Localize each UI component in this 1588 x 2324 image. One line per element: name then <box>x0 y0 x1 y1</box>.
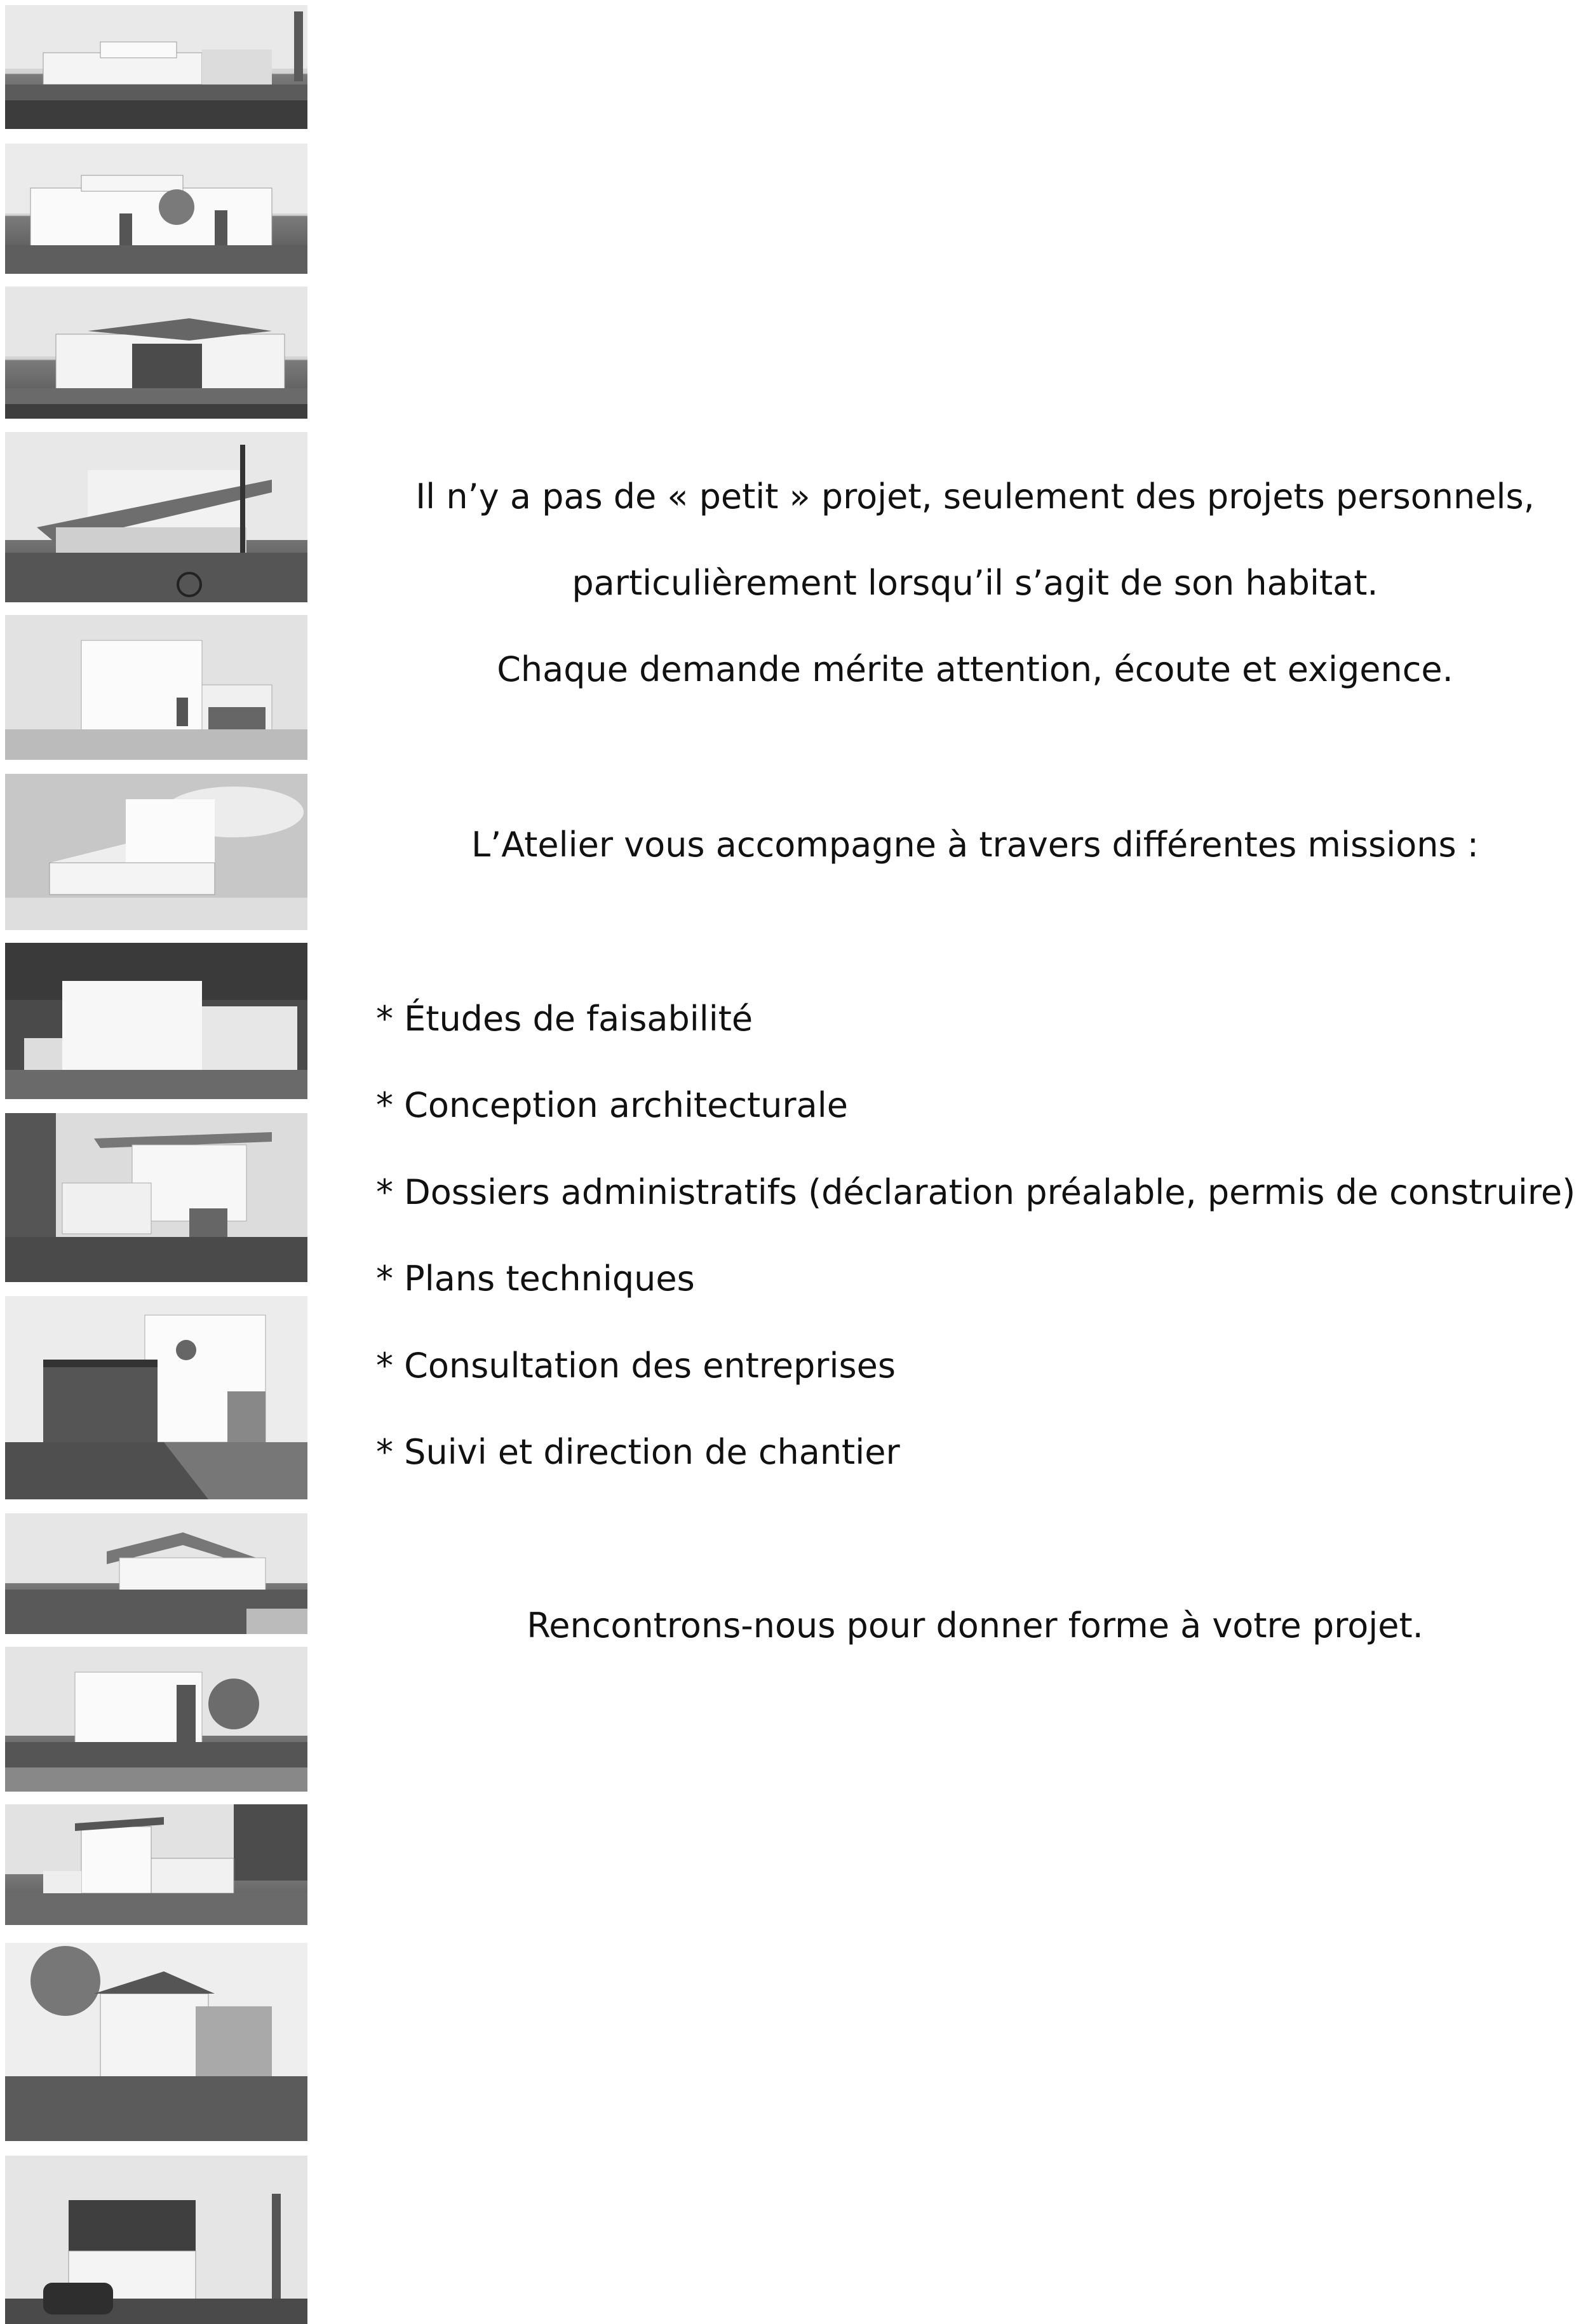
mission-item-consultation: * Consultation des entreprises <box>376 1346 896 1386</box>
mission-item-site-supervision: * Suivi et direction de chantier <box>376 1432 900 1472</box>
closing-line: Rencontrons-nous pour donner forme à votre projet. <box>527 1605 1423 1645</box>
mission-item-permits: * Dossiers administratifs (déclaration préalable, permis de construire) <box>376 1172 1576 1212</box>
mission-item-feasibility: * Études de faisabilité <box>376 999 753 1039</box>
intro-line-1: Il n’y a pas de « petit » projet, seulement des projets personnels, <box>415 476 1535 517</box>
missions-heading: L’Atelier vous accompagne à travers différentes missions : <box>471 825 1479 865</box>
intro-line-2: particulièrement lorsqu’il s’agit de son habitat. <box>572 563 1378 603</box>
intro-line-3: Chaque demande mérite attention, écoute et exigence. <box>497 649 1453 689</box>
mission-item-design: * Conception architecturale <box>376 1085 848 1125</box>
mission-item-technical-plans: * Plans techniques <box>376 1259 695 1299</box>
